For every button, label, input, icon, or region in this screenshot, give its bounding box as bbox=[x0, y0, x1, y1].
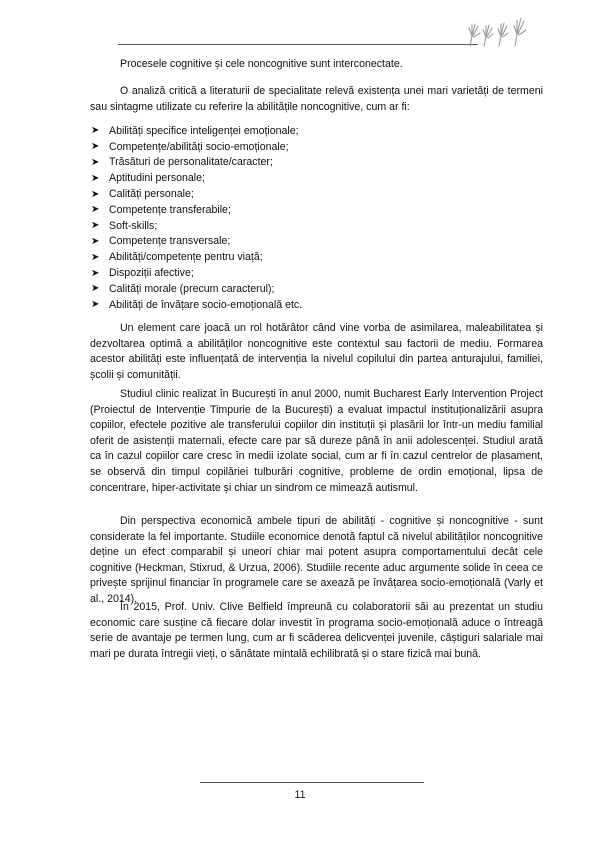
list-item bbox=[91, 139, 531, 155]
arrow-bullet-icon: ➤ bbox=[91, 235, 100, 247]
list-item-text: Aptitudini personale; bbox=[109, 172, 205, 185]
paragraph-3 bbox=[90, 387, 543, 496]
list-item bbox=[91, 218, 531, 234]
paragraph-5-text: În 2015, Prof. Univ. Clive Belfield împreună cu colaboratorii săi au prezentat un studiu economic care susține că fiecare dolar investit în programa socio-emoțională aduce o întreagă serie de avantaje pe termen lung, cum ar fi scăderea delicvenței juvenile, câștiguri salariale mai mari pe durata întregii vieți, o sănătate mintală echilibrată și o stare fizică mai bună. bbox=[90, 601, 543, 660]
paragraph-1 bbox=[90, 84, 543, 115]
list-item-text: Abilități specifice inteligenței emoționale; bbox=[109, 124, 299, 137]
arrow-bullet-icon: ➤ bbox=[91, 156, 100, 168]
paragraph-1-text: O analiză critică a literaturii de specialitate relevă existența unei mari varietăți de termeni sau sintagme utilizate cu referire la abilitățile noncognitive, cum ar fi: bbox=[90, 85, 543, 113]
list-item-text: Calități morale (precum caracterul); bbox=[109, 282, 275, 295]
paragraph-5 bbox=[90, 600, 543, 662]
arrow-bullet-icon: ➤ bbox=[91, 283, 100, 295]
list-item-text: Abilități/competențe pentru viață; bbox=[109, 251, 263, 264]
list-item-text: Dispoziții afective; bbox=[109, 267, 194, 280]
arrow-bullet-icon: ➤ bbox=[91, 251, 100, 263]
arrow-bullet-icon: ➤ bbox=[91, 172, 100, 184]
arrow-bullet-icon: ➤ bbox=[91, 125, 100, 137]
list-item-text: Trăsături de personalitate/caracter; bbox=[109, 156, 273, 169]
paragraph-2-text: Un element care joacă un rol hotărâtor când vine vorba de asimilarea, maleabilitatea și dezvoltarea optimă a abilităților noncognitive este contextul sau factorii de mediu. Formarea acestor abilități este influențată de intervenția la nivelul copilului din partea anturajului, familiei, școlii și comunității. bbox=[90, 322, 543, 381]
arrow-bullet-icon: ➤ bbox=[91, 188, 100, 200]
header-divider bbox=[118, 44, 478, 45]
list-item bbox=[91, 186, 531, 202]
bullet-list bbox=[91, 123, 531, 313]
list-item bbox=[91, 155, 531, 171]
list-item bbox=[91, 234, 531, 250]
list-item-text: Abilități de învățare socio-emoțională etc. bbox=[109, 298, 303, 311]
arrow-bullet-icon: ➤ bbox=[91, 267, 100, 279]
list-item-text: Competențe transversale; bbox=[109, 235, 231, 248]
intro-line: Procesele cognitive și cele noncognitive sunt interconectate. bbox=[120, 58, 403, 70]
list-item-text: Competențe transferabile; bbox=[109, 203, 231, 216]
arrow-bullet-icon: ➤ bbox=[91, 141, 100, 153]
arrow-bullet-icon: ➤ bbox=[91, 220, 100, 232]
list-item-text: Calități personale; bbox=[109, 188, 194, 201]
list-item bbox=[91, 249, 531, 265]
list-item bbox=[91, 297, 531, 313]
paragraph-4-text: Din perspectiva economică ambele tipuri de abilități - cognitive și noncognitive - sunt considerate la fel importante. Studiile economice denotă faptul că nivelul abilităților noncognitive deține un efect comparabil și uneori chiar mai potent asupra comportamentului decât cele cognitive (Heckman, Stixrud, & Urzua, 2006). Studiile recente aduc argumente solide în ceea ce privește sprijinul financiar în programele care se axează pe învățarea socio-emoțională (Varly et al., 2014). bbox=[90, 515, 543, 605]
paragraph-2 bbox=[90, 321, 543, 383]
page-number: 11 bbox=[294, 789, 306, 801]
footer-divider bbox=[200, 782, 424, 783]
paragraph-4 bbox=[90, 514, 543, 608]
list-item bbox=[91, 170, 531, 186]
arrow-bullet-icon: ➤ bbox=[91, 204, 100, 216]
handprints-logo bbox=[466, 12, 532, 48]
list-item-text: Competențe/abilități socio-emoționale; bbox=[109, 140, 289, 153]
paragraph-3-text: Studiul clinic realizat în București în anul 2000, numit Bucharest Early Intervention Project (Proiectul de Intervenție Timpurie de la București) a evaluat impactul instituționalizării asupra copiilor, efectele pozitive ale transferului copiilor din instituții și plasării lor într-un mediu familial oferit de asistenții maternali, efecte care par să dureze până în anii adolescenței. Studiul arată ca în cazul copiilor care cresc în medii izolate social, cum ar fi în cazul centrelor de plasament, se observă din timpul copilăriei tulburări cognitive, probleme de ordin emoțional, lipsa de concentrare, hiper-activitate și chiar un sindrom ce mimează autismul. bbox=[90, 388, 543, 494]
list-item bbox=[91, 123, 531, 139]
list-item bbox=[91, 202, 531, 218]
list-item bbox=[91, 265, 531, 281]
arrow-bullet-icon: ➤ bbox=[91, 299, 100, 311]
list-item-text: Soft-skills; bbox=[109, 219, 158, 232]
list-item bbox=[91, 281, 531, 297]
